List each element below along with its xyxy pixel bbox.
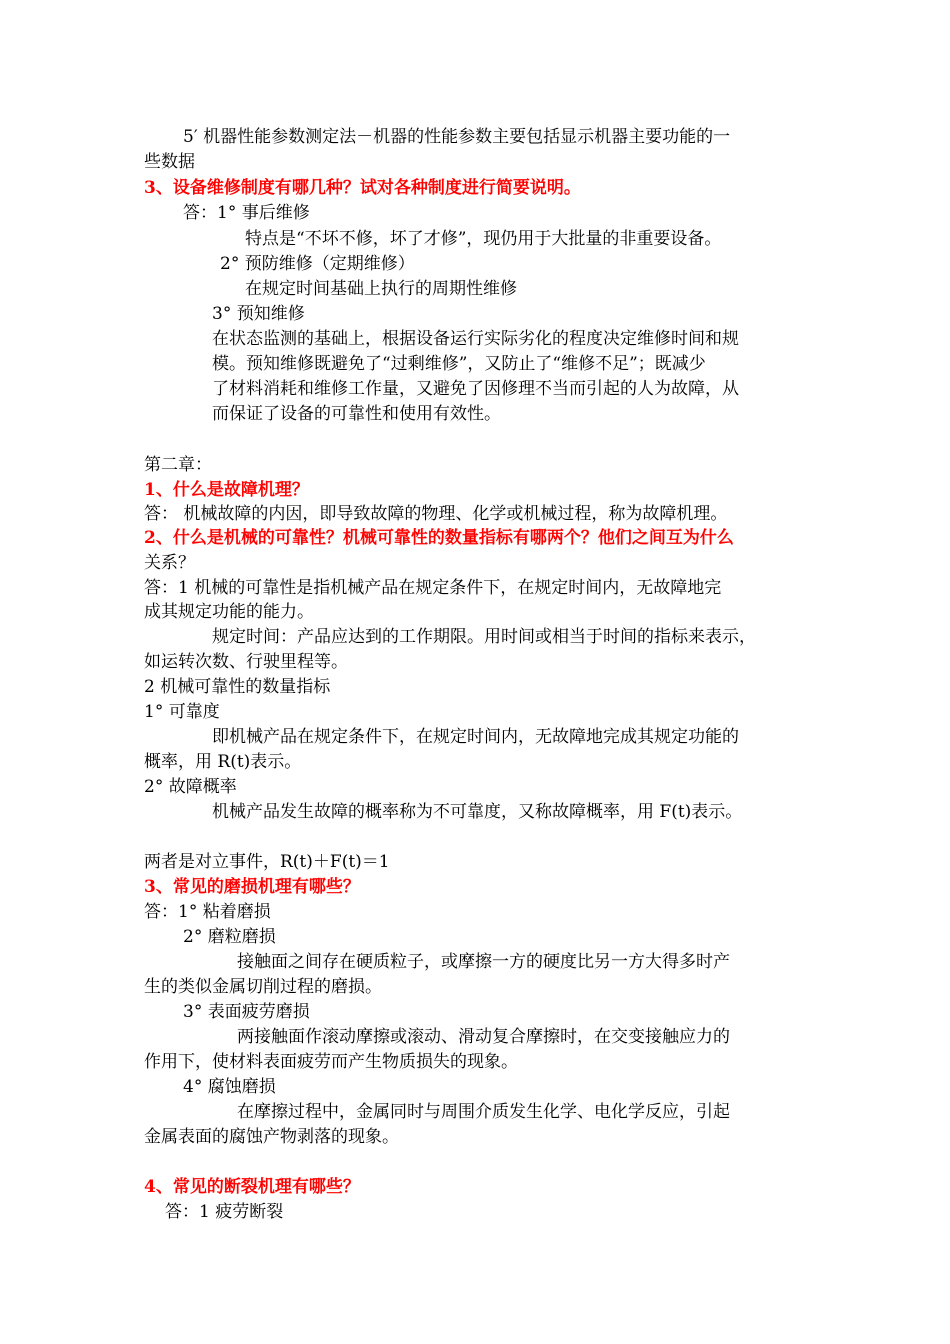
text-line: 如运转次数、行驶里程等。 <box>144 652 348 672</box>
text-line: 4° 腐蚀磨损 <box>183 1077 276 1097</box>
question-heading: 3、设备维修制度有哪几种？试对各种制度进行简要说明。 <box>144 178 581 198</box>
text-line: 机械产品发生故障的概率称为不可靠度，又称故障概率，用 F(t)表示。 <box>212 802 743 822</box>
text-line: 1° 可靠度 <box>144 702 220 722</box>
text-line: 概率，用 R(t)表示。 <box>144 752 302 772</box>
text-line: 了材料消耗和维修工作量，又避免了因修理不当而引起的人为故障，从 <box>212 379 739 399</box>
text-line: 5′ 机器性能参数测定法－机器的性能参数主要包括显示机器主要功能的一 <box>183 127 731 147</box>
text-line: 3° 表面疲劳磨损 <box>183 1002 310 1022</box>
text-line: 2 机械可靠性的数量指标 <box>144 677 331 697</box>
text-line: 成其规定功能的能力。 <box>144 602 314 622</box>
question-heading: 3、常见的磨损机理有哪些？ <box>144 877 360 897</box>
text-line: 关系？ <box>144 553 195 573</box>
text-line: 即机械产品在规定条件下，在规定时间内，无故障地完成其规定功能的 <box>212 727 739 747</box>
text-line: 在状态监测的基础上，根据设备运行实际劣化的程度决定维修时间和规 <box>212 329 739 349</box>
text-line: 模。预知维修既避免了“过剩维修”，又防止了“维修不足”；既减少 <box>212 354 706 374</box>
text-line: 接触面之间存在硬质粒子，或摩擦一方的硬度比另一方大得多时产 <box>237 952 730 972</box>
text-line: 2° 故障概率 <box>144 777 237 797</box>
answer-line: 答：1 疲劳断裂 <box>165 1202 284 1222</box>
question-heading: 4、常见的断裂机理有哪些？ <box>144 1177 360 1197</box>
text-line: 2° 磨粒磨损 <box>183 927 276 947</box>
text-line: 两接触面作滚动摩擦或滚动、滑动复合摩擦时，在交变接触应力的 <box>237 1027 730 1047</box>
answer-line: 答：1° 粘着磨损 <box>144 902 271 922</box>
text-line: 规定时间：产品应达到的工作期限。用时间或相当于时间的指标来表示， <box>212 627 756 647</box>
answer-line: 答：1° 事后维修 <box>183 203 310 223</box>
text-line: 作用下，使材料表面疲劳而产生物质损失的现象。 <box>144 1052 518 1072</box>
text-line: 生的类似金属切削过程的磨损。 <box>144 977 382 997</box>
question-heading: 1、什么是故障机理？ <box>144 480 309 500</box>
text-line: 而保证了设备的可靠性和使用有效性。 <box>212 404 501 424</box>
text-line: 3° 预知维修 <box>212 304 305 324</box>
answer-line: 答： 机械故障的内因，即导致故障的物理、化学或机械过程，称为故障机理。 <box>144 504 728 524</box>
text-line: 在摩擦过程中，金属同时与周围介质发生化学、电化学反应，引起 <box>237 1102 730 1122</box>
text-line: 两者是对立事件，R(t)＋F(t)＝1 <box>144 852 390 872</box>
text-line: 金属表面的腐蚀产物剥落的现象。 <box>144 1127 399 1147</box>
text-line: 些数据 <box>144 152 195 172</box>
answer-line: 答：1 机械的可靠性是指机械产品在规定条件下，在规定时间内，无故障地完 <box>144 578 722 598</box>
text-line: 特点是“不坏不修，坏了才修”，现仍用于大批量的非重要设备。 <box>245 229 722 249</box>
text-line: 2° 预防维修（定期维修） <box>220 254 415 274</box>
text-line: 在规定时间基础上执行的周期性维修 <box>245 279 517 299</box>
question-heading: 2、什么是机械的可靠性？机械可靠性的数量指标有哪两个？他们之间互为什么 <box>144 528 734 548</box>
chapter-heading: 第二章： <box>144 455 212 475</box>
